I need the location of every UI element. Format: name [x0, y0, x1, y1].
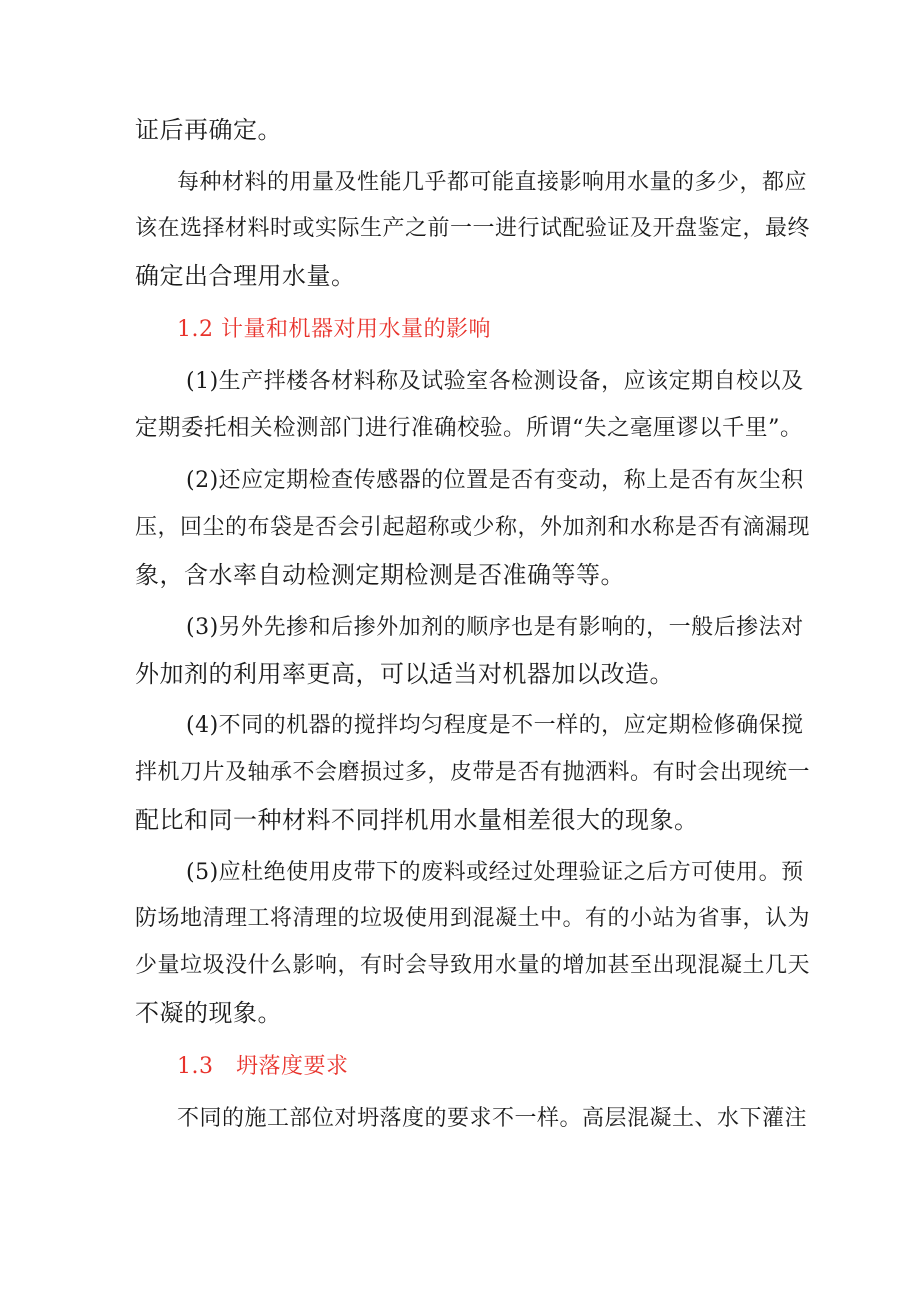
paragraph-line: 不同的施工部位对坍落度的要求不一样。高层混凝土、水下灌注	[177, 1106, 808, 1131]
section-heading-1-3: 1.3 坍落度要求	[177, 1054, 349, 1079]
paragraph-line: 压，回尘的布袋是否会引起超称或少称，外加剂和水称是否有滴漏现	[135, 515, 811, 540]
paragraph-line: 证后再确定。	[135, 116, 282, 144]
paragraph-line: 防场地清理工将清理的垃圾使用到混凝土中。有的小站为省事，认为	[135, 906, 811, 931]
paragraph-line: (1)生产拌楼各材料称及试验室各检测设备，应该定期自校以及	[186, 369, 804, 394]
paragraph-line: 象，含水率自动检测定期检测是否准确等等。	[135, 561, 625, 589]
paragraph-line: (4)不同的机器的搅拌均匀程度是不一样的，应定期检修确保搅	[186, 713, 804, 738]
paragraph-line: 拌机刀片及轴承不会磨损过多，皮带是否有抛洒料。有时会出现统一	[135, 760, 811, 785]
paragraph-line: 每种材料的用量及性能几乎都可能直接影响用水量的多少，都应	[177, 170, 808, 195]
paragraph-line: 该在选择材料时或实际生产之前一一进行试配验证及开盘鉴定，最终	[135, 216, 811, 241]
paragraph-line: 不凝的现象。	[135, 999, 282, 1027]
section-heading-1-2: 1.2 计量和机器对用水量的影响	[177, 317, 491, 342]
paragraph-line: 定期委托相关检测部门进行准确校验。所谓“失之毫厘谬以千里”。	[135, 415, 804, 441]
paragraph-line: (5)应杜绝使用皮带下的废料或经过处理验证之后方可使用。预	[186, 860, 804, 885]
paragraph-line: (2)还应定期检查传感器的位置是否有变动，称上是否有灰尘积	[186, 468, 804, 493]
paragraph-line: (3)另外先掺和后掺外加剂的顺序也是有影响的，一般后掺法对	[186, 615, 804, 640]
paragraph-line: 配比和同一种材料不同拌机用水量相差很大的现象。	[135, 806, 699, 834]
paragraph-line: 少量垃圾没什么影响，有时会导致用水量的增加甚至出现混凝土几天	[135, 953, 811, 978]
paragraph-line: 外加剂的利用率更高，可以适当对机器加以改造。	[135, 660, 674, 688]
paragraph-line: 确定出合理用水量。	[135, 262, 356, 290]
